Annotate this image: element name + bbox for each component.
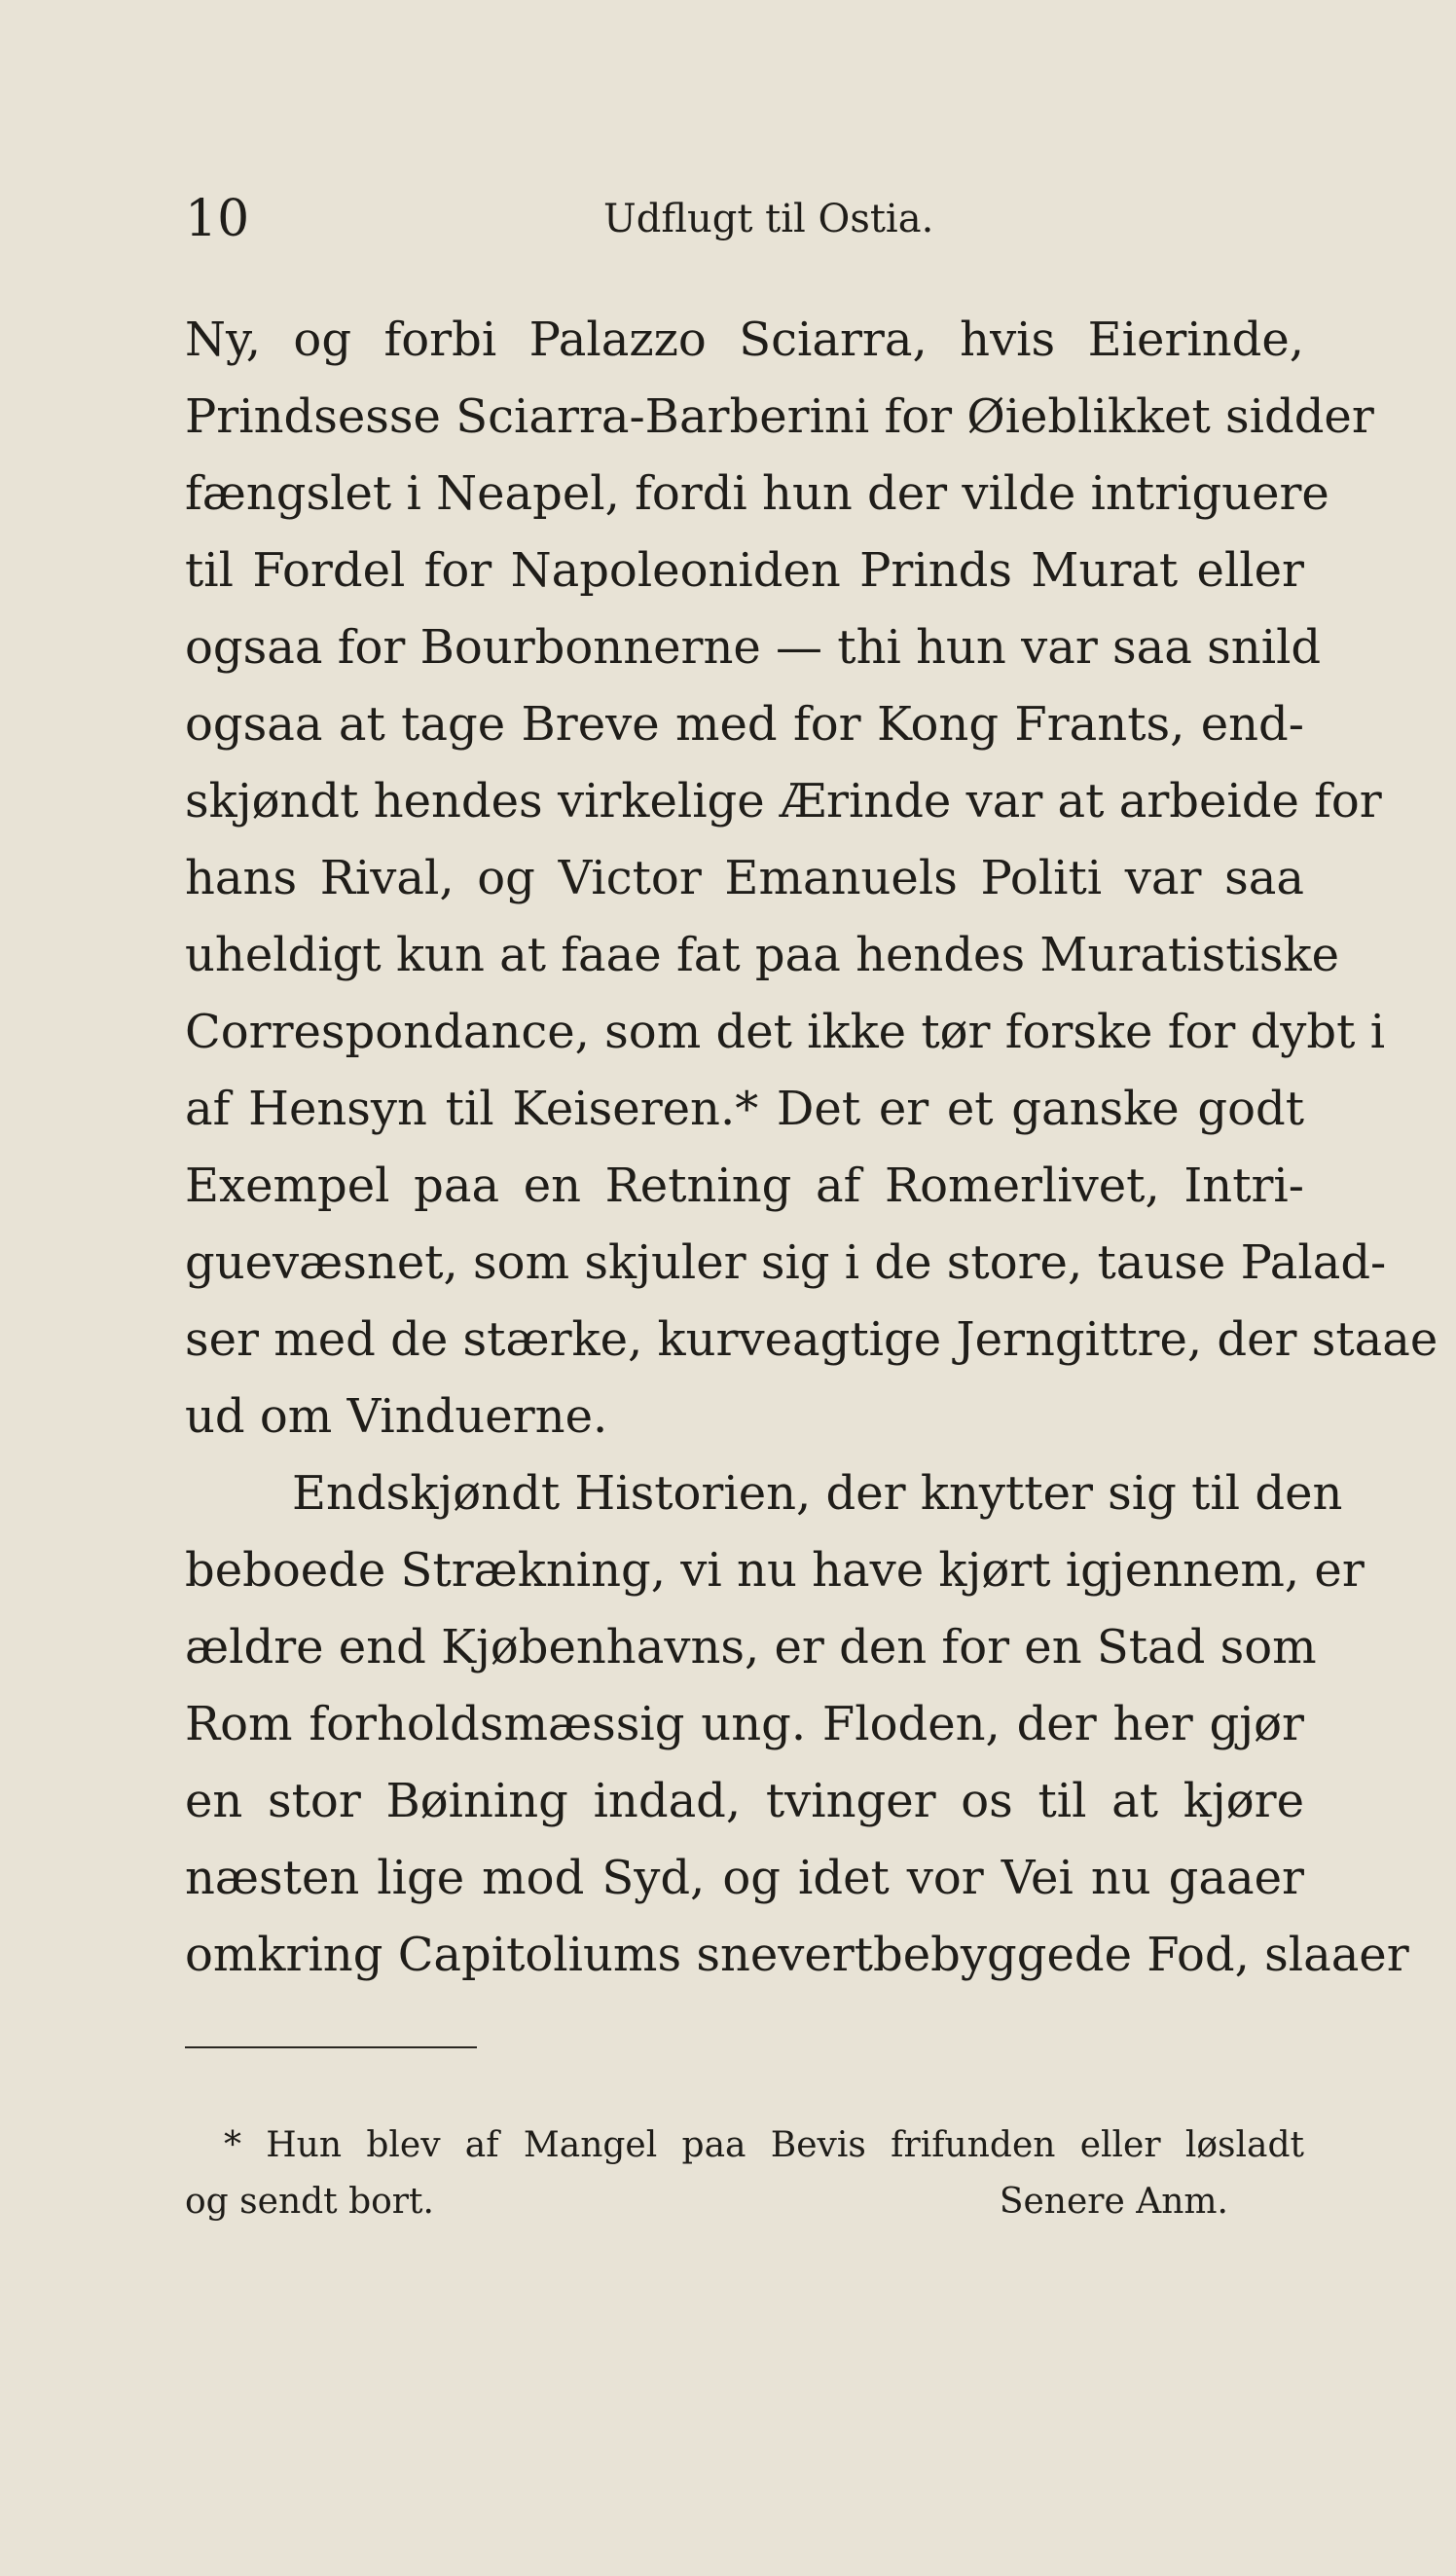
paragraph-1 xyxy=(185,302,1438,1455)
text-line: Ny, og forbi Palazzo Sciarra, hvis Eierinde, xyxy=(185,313,1304,367)
text-line: ogsaa at tage Breve med for Kong Frants, end- xyxy=(185,697,1304,752)
text-line: Rom forholdsmæssig ung. Floden, der her gjør xyxy=(185,1697,1304,1751)
running-title: Udflugt til Ostia. xyxy=(603,197,934,241)
text-line: fængslet i Neapel, fordi hun der vilde intriguere xyxy=(185,466,1329,521)
footnote xyxy=(185,2117,1304,2230)
text-line: uheldigt kun at faae fat paa hendes Muratistiske xyxy=(185,928,1340,982)
text-line: hans Rival, og Victor Emanuels Politi var saa xyxy=(185,851,1304,905)
text-line: skjøndt hendes virkelige Ærinde var at arbeide for xyxy=(185,774,1382,828)
paragraph-2 xyxy=(185,1455,1409,1994)
text-line: ud om Vinduerne. xyxy=(185,1389,608,1444)
page-number: 10 xyxy=(185,190,250,248)
body-text xyxy=(185,302,1438,1994)
footnote-last-line xyxy=(185,2174,1304,2230)
text-line: Endskjøndt Historien, der knytter sig til den xyxy=(292,1466,1343,1521)
text-line: ældre end Kjøbenhavns, er den for en Stad som xyxy=(185,1620,1317,1674)
text-line: omkring Capitoliums snevertbebyggede Fod, slaaer xyxy=(185,1928,1409,1982)
footnote-line: * Hun blev af Mangel paa Bevis frifunden eller løsladt xyxy=(224,2125,1304,2165)
text-line: ser med de stærke, kurveagtige Jerngittre, der staae xyxy=(185,1312,1438,1367)
page-header xyxy=(185,185,1304,253)
text-line: næsten lige mod Syd, og idet vor Vei nu gaaer xyxy=(185,1851,1304,1905)
text-line: Correspondance, som det ikke tør forske for dybt i xyxy=(185,1005,1386,1059)
text-line: beboede Strækning, vi nu have kjørt igjennem, er xyxy=(185,1543,1365,1598)
text-line: ogsaa for Bourbonnerne — thi hun var saa snild xyxy=(185,620,1322,675)
footnote-annotation: Senere Anm. xyxy=(999,2182,1228,2222)
text-line: en stor Bøining indad, tvinger os til at kjøre xyxy=(185,1774,1304,1828)
text-line: til Fordel for Napoleoniden Prinds Murat eller xyxy=(185,543,1304,598)
text-line: Prindsesse Sciarra-Barberini for Øieblikket sidder xyxy=(185,389,1374,444)
footnote-line: og sendt bort. xyxy=(185,2182,434,2222)
text-line: af Hensyn til Keiseren.* Det er et ganske godt xyxy=(185,1082,1304,1136)
footnote-divider xyxy=(185,2046,477,2048)
text-line: Exempel paa en Retning af Romerlivet, Intri- xyxy=(185,1159,1304,1213)
text-line: guevæsnet, som skjuler sig i de store, tause Palad- xyxy=(185,1235,1387,1290)
